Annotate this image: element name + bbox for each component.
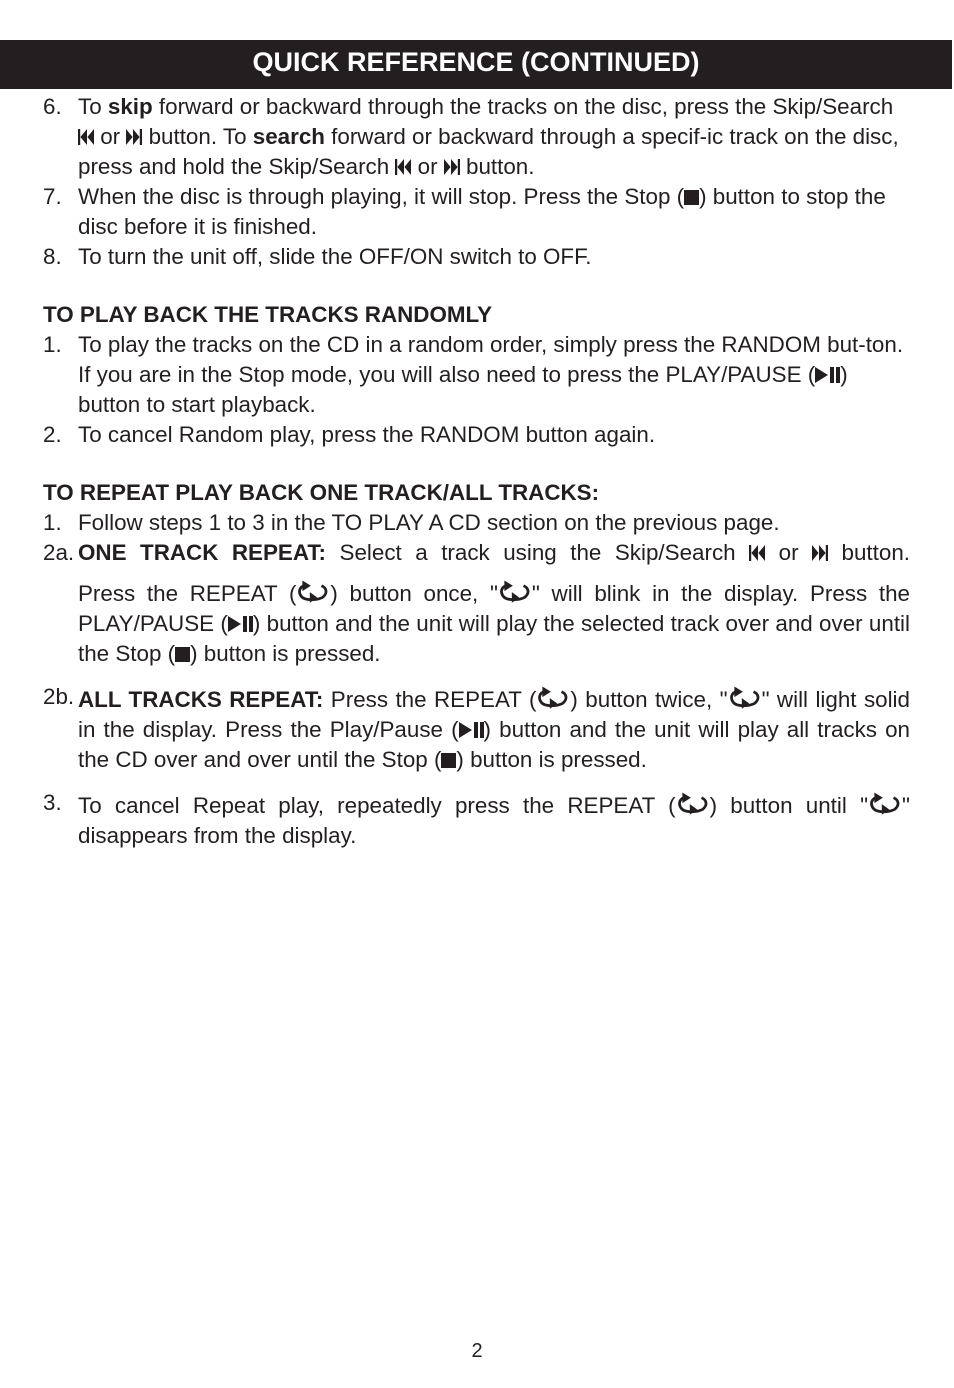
- step-line: [78, 538, 910, 568]
- skip-back-icon: [78, 128, 94, 146]
- skip-back-icon: [749, 544, 765, 562]
- repeat-icon: [498, 576, 532, 604]
- step-number: 1.: [43, 510, 62, 535]
- step-text: To turn the unit off, slide the OFF/ON switch to OFF.: [78, 244, 592, 269]
- repeat-step-2b: [43, 682, 910, 775]
- bold-term: ONE TRACK REPEAT:: [78, 540, 327, 565]
- step-number: 2b.: [43, 684, 75, 709]
- text-run: or: [94, 124, 127, 149]
- text-run: ) button to stop the disc before it is finished.: [78, 184, 886, 239]
- bold-term: skip: [107, 94, 153, 119]
- play-pause-icon: [228, 615, 253, 633]
- text-run: When the disc is through playing, it will stop. Press the Stop (: [78, 184, 685, 209]
- page-number: 2: [471, 1340, 483, 1362]
- section-heading-repeat: TO REPEAT PLAY BACK ONE TRACK/ALL TRACKS:: [43, 480, 600, 505]
- page-banner: [0, 40, 952, 89]
- text-run: forward or backward through the tracks on the disc, press the Skip/Search: [152, 94, 894, 119]
- skip-forward-icon: [444, 158, 460, 176]
- step-number: 2a.: [43, 540, 75, 565]
- stop-icon: [175, 646, 190, 663]
- step-continuation: [78, 576, 910, 669]
- play-pause-icon: [815, 366, 840, 384]
- step-text: [78, 182, 910, 242]
- repeat-step-2a: [43, 538, 910, 669]
- step-number: 3.: [43, 790, 62, 815]
- step-number: 2.: [43, 422, 62, 447]
- text-run: or: [765, 540, 813, 565]
- skip-forward-icon: [126, 128, 142, 146]
- text-run: Press the REPEAT (: [323, 687, 537, 712]
- step-text: [78, 330, 910, 420]
- text-run: ) button twice, ": [570, 687, 728, 712]
- random-step-2: [43, 420, 910, 450]
- repeat-step-3: [43, 788, 910, 851]
- skip-back-icon: [395, 158, 411, 176]
- step-text: [78, 92, 910, 182]
- step-number: 7.: [43, 184, 62, 209]
- stop-icon: [441, 752, 456, 769]
- text-run: or: [411, 154, 444, 179]
- step-text: [78, 788, 910, 851]
- text-run: ) button and the unit will play the selected track over and over until the Stop (: [78, 611, 910, 666]
- repeat-icon: [868, 788, 902, 816]
- text-run: To: [78, 94, 108, 119]
- step-text: To cancel Random play, press the RANDOM button again.: [78, 422, 656, 447]
- text-run: Press the REPEAT (: [78, 581, 297, 606]
- step-7: [43, 182, 910, 242]
- step-number: 8.: [43, 244, 62, 269]
- text-run: Select a track using the Skip/Search: [326, 540, 750, 565]
- repeat-step-1: [43, 508, 910, 538]
- text-run: ) button and the unit will play all tracks on the CD over and over until the Stop (: [78, 717, 910, 772]
- text-run: ) button to start playback.: [78, 362, 848, 417]
- step-text: [78, 682, 910, 775]
- bold-term: ALL TRACKS REPEAT:: [78, 687, 324, 712]
- page-content: [43, 92, 910, 851]
- step-number: 1.: [43, 332, 62, 357]
- text-run: To play the tracks on the CD in a random order, simply press the RANDOM but-ton. If you are in the Stop mode, you will also need to press the PLAY/PAUSE (: [78, 332, 904, 387]
- text-run: " will light solid in the display. Press the Play/Pause (: [78, 687, 910, 742]
- text-run: forward or backward through a specif-ic track on the disc, press and hold the Skip/Search: [78, 124, 899, 179]
- repeat-icon: [676, 788, 710, 816]
- random-step-1: [43, 330, 910, 420]
- play-pause-icon: [459, 721, 484, 739]
- stop-icon: [684, 189, 699, 206]
- text-run: button. To: [142, 124, 253, 149]
- text-run: ) button until ": [709, 793, 869, 818]
- text-run: " will blink in the display. Press the PLAY/PAUSE (: [78, 581, 910, 636]
- step-text: [78, 538, 910, 669]
- text-run: ) button is pressed.: [456, 747, 647, 772]
- step-text: Follow steps 1 to 3 in the TO PLAY A CD section on the previous page.: [78, 510, 780, 535]
- text-run: button.: [459, 154, 535, 179]
- text-run: To cancel Repeat play, repeatedly press the REPEAT (: [78, 793, 676, 818]
- repeat-icon: [296, 576, 330, 604]
- text-run: ) button once, ": [330, 581, 498, 606]
- step-8: [43, 242, 910, 272]
- step-6: [43, 92, 910, 182]
- skip-forward-icon: [812, 544, 828, 562]
- bold-term: search: [252, 124, 325, 149]
- section-heading-random: TO PLAY BACK THE TRACKS RANDOMLY: [43, 302, 493, 327]
- repeat-icon: [536, 682, 570, 710]
- repeat-icon: [728, 682, 762, 710]
- text-run: button.: [828, 540, 911, 565]
- banner-title: QUICK REFERENCE (CONTINUED): [252, 47, 700, 77]
- step-number: 6.: [43, 94, 62, 119]
- text-run: " disappears from the display.: [78, 793, 910, 848]
- text-run: ) button is pressed.: [190, 641, 381, 666]
